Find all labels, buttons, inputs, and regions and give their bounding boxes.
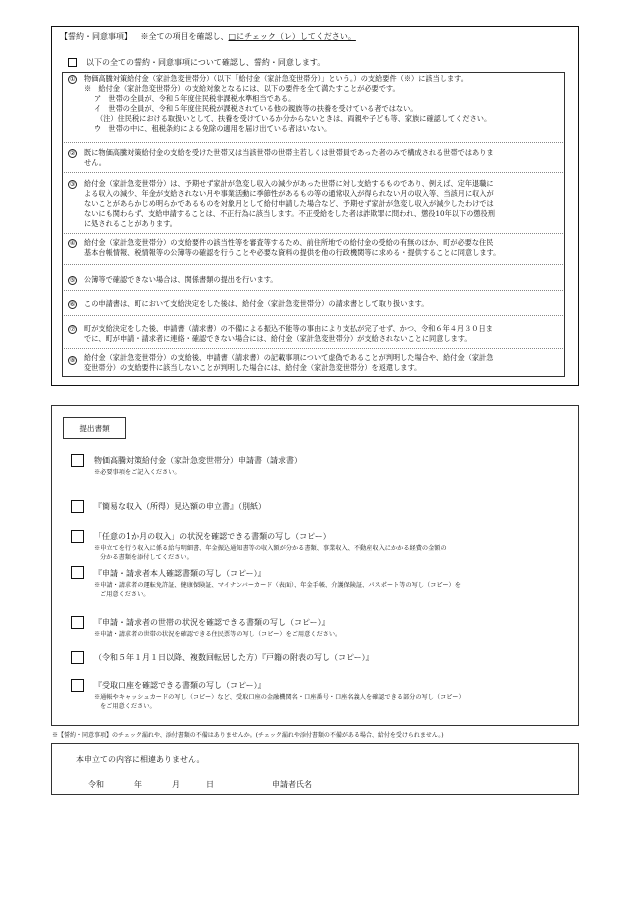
document-note: をご用意ください。 (100, 703, 156, 710)
pledge-item-1-line: ウ 世帯の中に、租税条約による免除の適用を届け出ている者はいない。 (94, 124, 332, 133)
pledge-item-number: ⑧ (69, 357, 76, 364)
signature-month-label: 月 (172, 780, 180, 789)
document-title: 物価高騰対策給付金（家計急変世帯分）申請書（請求書） (94, 456, 302, 465)
item-separator (64, 348, 563, 349)
documents-section (51, 405, 579, 726)
document-title: 『簡易な収入（所得）見込額の申立書』（別紙） (94, 502, 266, 511)
document-title: 『受取口座を確認できる書類の写し（コピー）』 (94, 681, 266, 690)
document-note: ※必要事項をご記入ください。 (94, 469, 181, 476)
pledge-header-note: ※全ての項目を確認し、 (140, 32, 229, 41)
pledge-item-number: ⑤ (69, 277, 76, 284)
pledge-item-3-line: ないことがあらかじめ明らかであるものを対象月として給付申請した場合など、予期せず家計が急変し収入が減少したわけでは (84, 199, 494, 208)
pledge-item-number: ⑥ (69, 301, 76, 308)
document-checkbox-application-form[interactable] (71, 454, 84, 467)
document-checkbox-monthly-income-proof[interactable] (71, 530, 84, 543)
document-title: 「任意の1か月の収入」の状況を確認できる書類の写し（コピー） (94, 532, 331, 541)
pledge-item-1-line: イ 世帯の全員が、令和５年度住民税が課税されている他の親族等の扶養を受けている者ではない。 (94, 104, 418, 113)
pledge-item-number: ④ (69, 240, 76, 247)
document-note: 分かる書類を添付してください。 (100, 554, 193, 561)
pledge-item-3-line: に処されることがあります。 (84, 219, 177, 228)
document-checkbox-income-declaration[interactable] (71, 500, 84, 513)
signature-name-label: 申請者氏名 (272, 780, 312, 789)
signature-era: 令和 (88, 780, 104, 789)
pledge-item-5-line: 公簿等で確認できない場合は、関係書類の提出を行います。 (84, 275, 278, 284)
document-checkbox-family-register[interactable] (71, 651, 84, 664)
signature-day-label: 日 (206, 780, 214, 789)
pledge-item-2-line: せん。 (84, 158, 106, 167)
signature-year-label: 年 (134, 780, 142, 789)
document-note: ※通帳やキャッシュカードの写し（コピー）など、受取口座の金融機関名・口座番号・口座名義人を確認できる部分の写し（コピー） (94, 694, 465, 701)
pledge-item-7-line: でに、町が申請・請求者に連絡・確認できない場合には、給付金（家計急変世帯分）が支給されないことに同意します。 (84, 334, 472, 343)
document-note: ご用意ください。 (100, 591, 150, 598)
document-note: ※申請・請求者の世帯の状況を確認できる住民票等の写し（コピー）をご用意ください。 (94, 631, 342, 638)
document-checkbox-bank-account[interactable] (71, 679, 84, 692)
document-title: 『申請・請求者の世帯の状況を確認できる書類の写し（コピー）』 (94, 618, 330, 627)
pledge-item-3-line: よる収入の減少、年金が支給されない月や事業活動に季節性があるもの等の通常収入が得られない月の収入等、当該月に収入が (84, 189, 494, 198)
pledge-header-label: 【誓約・同意事項】 (60, 32, 132, 41)
pledge-item-1-line: ※ 給付金（家計急変世帯分）の支給対象となるには、以下の要件を全て満たすことが必要です。 (84, 84, 400, 93)
pledge-header (60, 31, 356, 42)
warning-note: ※【誓約・同意事項】のチェック漏れや、添付書類の不備はありませんか。(チェック漏れや添付書類の不備がある場合、給付を受けられません。) (52, 732, 444, 739)
pledge-item-3-line: 給付金（家計急変世帯分）は、予期せず家計が急変し収入の減少があった世帯に対し支給するものであり、例えば、定年退職に (84, 179, 494, 188)
document-checkbox-identity-proof[interactable] (71, 566, 84, 579)
pledge-header-note-checkbox-instruction: □にチェック（レ）してください。 (228, 32, 356, 41)
signature-section (51, 743, 579, 795)
pledge-item-4-line: 給付金（家計急変世帯分）の支給要件の該当性等を審査等するため、前住所地での給付金の受給の有無のほか、町が必要な住民 (84, 238, 494, 247)
pledge-item-4-line: 基本台帳情報、税情報等の公簿等の確認を行うことや必要な資料の提供を他の行政機関等に求める・提供することに同意します。 (84, 248, 501, 257)
pledge-item-number: ① (69, 76, 76, 83)
documents-section-title: 提出書類 (63, 417, 126, 439)
pledge-item-8-line: 変世帯分）の支給要件に該当しないことが判明した場合には、給付金（家計急変世帯分）を返還します。 (84, 363, 422, 372)
item-separator (64, 290, 563, 291)
pledge-item-1-line: （注）住民税における取扱いとして、扶養を受けているか分からないときは、両親や子ども等、家族に確認してください。 (96, 114, 492, 123)
pledge-item-1-line: ア 世帯の全員が、令和５年度住民税非課税水準相当である。 (94, 94, 296, 103)
document-note: ※申請・請求者の運転免許証、健康保険証、マイナンバーカード（表面）、年金手帳、介護保険証、パスポート等の写し（コピー）を (94, 582, 461, 589)
item-separator (64, 172, 563, 173)
item-separator (64, 142, 563, 143)
document-checkbox-household-status[interactable] (71, 616, 84, 629)
pledge-item-2-line: 既に物価高騰対策給付金の支給を受けた世帯又は当該世帯の世帯主若しくは世帯員であった者のみで構成される世帯ではありま (84, 148, 494, 157)
signature-statement: 本申立ての内容に相違ありません。 (76, 755, 205, 764)
pledge-item-8-line: 給付金（家計急変世帯分）の支給後、申請書（請求書）の記載事項について虚偽であることが判明した場合や、給付金（家計急 (84, 353, 494, 362)
pledge-item-1-line: 物価高騰対策給付金（家計急変世帯分）（以下「給付金（家計急変世帯分）」という。）の支給要件（※）に該当します。 (84, 74, 468, 83)
pledge-item-number: ③ (69, 181, 76, 188)
agree-all-label: 以下の全ての誓約・同意事項について確認し、誓約・同意します。 (86, 58, 326, 67)
item-separator (64, 233, 563, 234)
agree-all-checkbox[interactable] (68, 58, 77, 67)
item-separator (64, 264, 563, 265)
pledge-item-number: ② (69, 150, 76, 157)
document-title: （令和５年１月１日以降、複数回転居した方）『戸籍の附表の写し（コピー）』 (94, 653, 374, 662)
pledge-item-number: ⑦ (69, 326, 76, 333)
document-title: 『申請・請求者本人確認書類の写し（コピー）』 (94, 569, 266, 578)
pledge-item-7-line: 町が支給決定をした後、申請書（請求書）の不備による振込不能等の事由により支払が完了せず、かつ、令和６年４月３０日ま (84, 324, 493, 333)
document-note: ※申立てを行う収入に係る給与明細書、年金振込通知書等の収入額が分かる書類、事業収入、不動産収入にかかる経費の金額の (94, 545, 447, 552)
pledge-item-6-line: この申請書は、町において支給決定をした後は、給付金（家計急変世帯分）の請求書として取り扱います。 (84, 299, 429, 308)
item-separator (64, 315, 563, 316)
pledge-item-3-line: ないにも関わらず、支給申請することは、不正行為に該当します。不正受給をした者は詐欺罪に問われ、懲役10年以下の懲役刑 (84, 209, 495, 218)
